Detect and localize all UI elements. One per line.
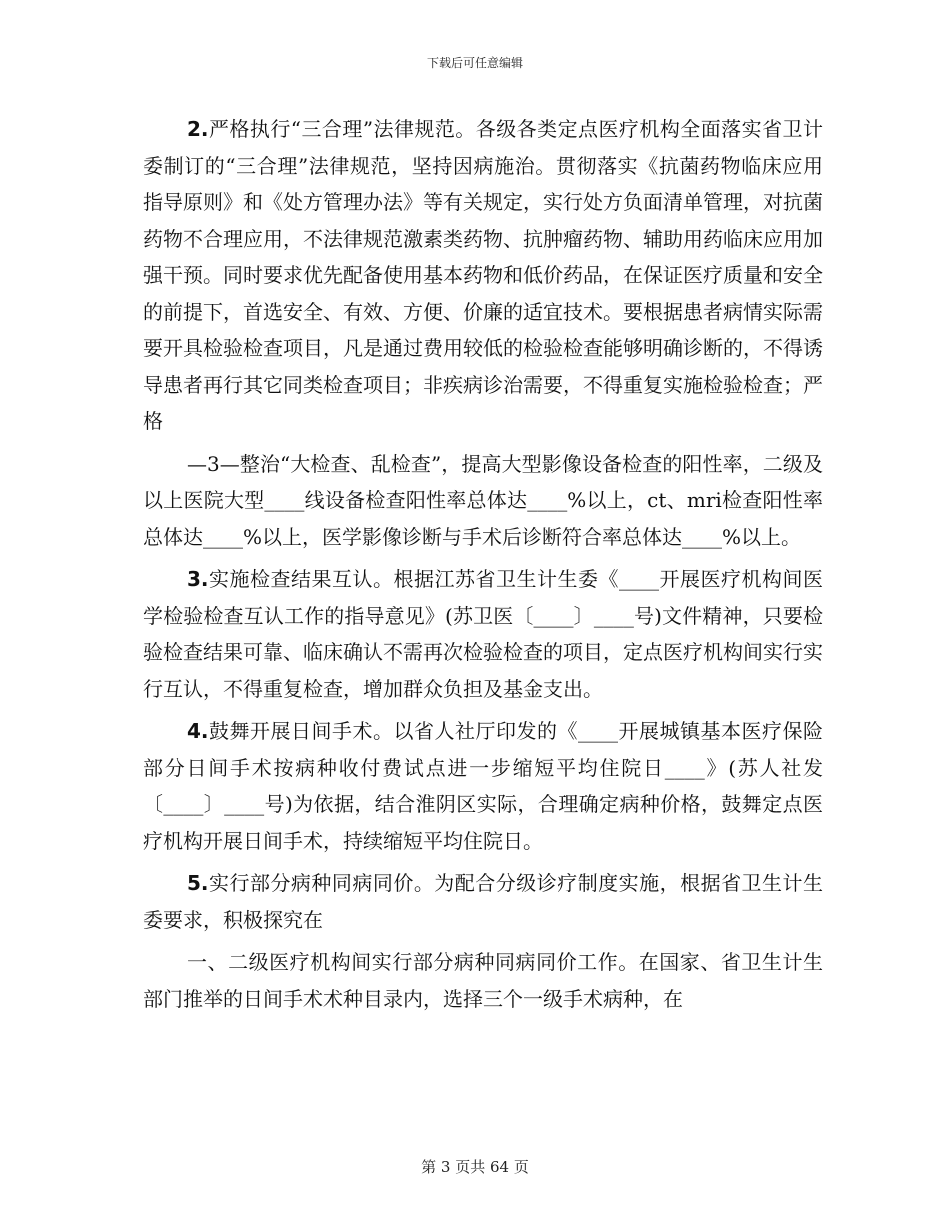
paragraph-3 — [143, 561, 823, 707]
page-footer: 第 3 页共 64 页 — [421, 1158, 529, 1176]
paragraph-2 — [143, 111, 823, 440]
paragraph-text: 实施检查结果互认。根据江苏省卫生计生委《____开展医疗机构间医学检验检查互认工作的指导意见》(苏卫医〔____〕____号)文件精神，只要检验检查结果可靠、临床确认不需再次检验检查的项目，定点医疗机构间实行实行互认，不得重复检查，增加群众负担及基金支出。 — [143, 567, 823, 701]
paragraph-5 — [143, 865, 823, 938]
paragraph-number: 3. — [187, 567, 209, 591]
paragraph-text: 实行部分病种同病同价。为配合分级诊疗制度实施，根据省卫生计生委要求，积极探究在 — [143, 871, 823, 932]
paragraph-text: —3—整治“大检查、乱检查”，提高大型影像设备检查的阳性率，二级及以上医院大型____线设备检查阳性率总体达____%以上，ct、mri检查阳性率总体达____%以上，医学影像诊断与手术后诊断符合率总体达____%以上。 — [143, 451, 823, 549]
paragraph-text: 一、二级医疗机构间实行部分病种同病同价工作。在国家、省卫生计生部门推举的日间手术术种目录内，选择三个一级手术病种，在 — [143, 950, 823, 1011]
page-header: 下载后可任意编辑 — [426, 56, 523, 70]
paragraph-text: 严格执行“三合理”法律规范。各级各类定点医疗机构全面落实省卫计委制订的“三合理”法律规范，坚持因病施治。贯彻落实《抗菌药物临床应用指导原则》和《处方管理办法》等有关规定，实行处方负面清单管理，对抗菌药物不合理应用，不法律规范激素类药物、抗肿瘤药物、辅助用药临床应用加强干预。同时要求优先配备使用基本药物和低价药品，在保证医疗质量和安全的前提下，首选安全、有效、方便、价廉的适宜技术。要根据患者病情实际需要开具检验检查项目，凡是通过费用较低的检验检查能够明确诊断的，不得诱导患者再行其它同类检查项目；非疾病诊治需要，不得重复实施检验检查；严格 — [143, 117, 823, 433]
paragraph-4 — [143, 713, 823, 859]
paragraph-number: 4. — [187, 719, 209, 743]
paragraph-continued-2 — [143, 944, 823, 1017]
paragraph-number: 5. — [187, 871, 209, 895]
paragraph-number: 2. — [187, 117, 209, 141]
paragraph-text: 鼓舞开展日间手术。以省人社厅印发的《____开展城镇基本医疗保险部分日间手术按病种收付费试点进一步缩短平均住院日____》(苏人社发〔____〕____号)为依据，结合淮阴区实际，合理确定病种价格，鼓舞定点医疗机构开展日间手术，持续缩短平均住院日。 — [143, 719, 823, 853]
paragraph-continued — [143, 446, 823, 556]
document-body — [143, 111, 823, 1023]
